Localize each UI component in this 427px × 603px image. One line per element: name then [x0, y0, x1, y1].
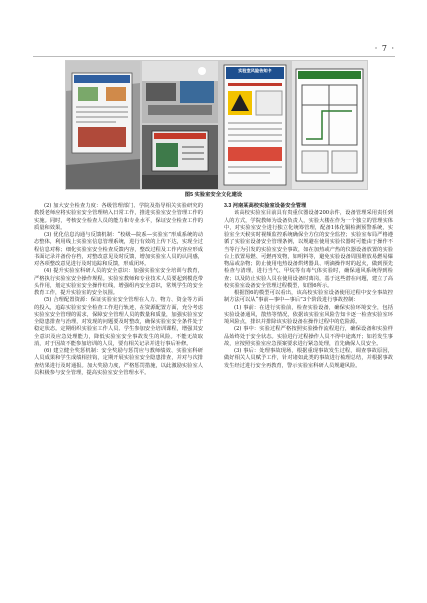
photo-evacuation-board	[291, 60, 368, 190]
paragraph: (5) 合理配置资源：保证实验室安全管理在人力、物力、资金等方面的投入，追踪实验室安全检查工作进行轨迹，在资源配置方面，充分考虑实验室安全管理的需求，保障安全管理人员的数量和质量，加强实验室安全隐患排查与治理，对发现的问题要及时整改，确保实验室安全条件处于稳定状态。定期组织实验室工作人员、学生参加安全培训课程，增强其安全意识及应急处理能力，降低实验室安全事故发生的风险。不能无故取消，对于因故不能参加培训的人员，要有相关记录并进行事后补修。	[34, 297, 203, 347]
lab-poster-illustration	[142, 125, 218, 189]
paragraph: 该高校实验室目前具有贵重仪器设备200余件，设备管理采用责任到人的方式，学院教师为设备负责人，实验大楼在作为一个独立的管理实体中，对实验室安全进行独立化统筹管理，配备1体化铜检测预警系统，实验室全天候实时视频监控系统确保全方位的安全监控；实验室布局严格遵循了实验室设备安全管理条例，以规避在使用实验仪器时可能由于操作不当等行为引发的实验室安全事故，如在加热或产热的仪器设备放置的实验台上放置易燃、可燃再发物，如明料等，避免实验设备周围堆放易燃易爆物品或杂物；防止使用电热设备烘烤器具、明滴操作时的起火，做到预先检查与清理，进行当气、甲烷等有毒气体实验时，确保通风系统得到检查；以及防止实验人员在使用设备时离岗，基于这些潜在问题，建立了高校实验室设备安全管理过程模型，如图6所示。	[224, 210, 393, 289]
paragraph: 根据图6的模型可以看出，该高校实验室设备使用过程中安全事故控制方法可以从“事前—事中—事后”3个阶段进行事故控制：	[224, 290, 393, 304]
figure-5-photos	[65, 60, 366, 188]
paragraph: (6) 建立健全奖惩机制：安全奖励与惩罚应与教师绩效、实验室科研人员成果和学生成绩相挂钩，定期开展实验室安全隐患排查，并对与次排查结果进行及时通报。加大奖励力度，严格惩罚措施，以此激励实验室人员积极参与安全管理，提高实验室安全管理水平。	[34, 348, 203, 376]
corridor-illustration	[66, 61, 140, 189]
evacuation-board-illustration	[292, 61, 367, 189]
header-rule	[33, 56, 395, 57]
paragraph: (4) 提升实验室科研人员的安全意识：加强实验室安全培训与教育，严格执行实验室安全操作规程。实验室教师和专业技术人员要起到模范带头作用，划定实验室安全操作红线，增强组内安全意识，常规学生的安全教育工作，提升实验室的安全氛围。	[34, 268, 203, 296]
left-column	[34, 203, 203, 377]
paragraph: (2) 加大安全检查力度：各级管理部门、学院及指导相关实验研究的教授老师应将实验室安全管理纳入日常工作，推进实验室安全管理工作的实施。同时，考核安全检查人员的能力和专业水平，保证安全检查工作的质量和效果。	[34, 203, 203, 231]
photo-corridor-board	[65, 60, 141, 190]
paragraph: (1) 事前：在进行实验前，检查实验设备，确保实验环境安全，包括实验设备通风，散热等情况，依据该实验室风险告知卡逐一检查实验室环境风险点，排识并排除该实验设备在操作过程中的危险源。	[224, 304, 393, 325]
paragraph: (2) 事中：实验过程严格按照实验操作流程进行，确保设备和实验样品始终处于安全状态。实验进行过程操作人员不得中途离开；如若发生事故，应按照实验室应急预案要求进行紧急处理，首先确保人员安全。	[224, 326, 393, 347]
lab-room-illustration	[142, 61, 218, 123]
photo-lab-poster	[141, 124, 219, 190]
risk-card-title: 实验室风险告知卡	[238, 68, 272, 73]
page-number: · 7 ·	[374, 44, 395, 53]
risk-card-illustration	[220, 61, 290, 189]
figure-caption: 图5 实验室安全文化建设	[184, 192, 243, 198]
paragraph: (3) 优化信息沟通与反馈机制：“校级—院系—实验室”形成系统的动态整体，利用线上实验室信息管理系统，进行有效的上传下达，实现全过程信息对称；细化实验室安全检查反馈内容，整改过程及工作内容应形成书面记录并备份存档，对整改意见及时反馈，增加实验室人员的认同感，对各项整改意见进行及时追踪和反馈，形成闭环。	[34, 232, 203, 267]
paragraph: (3) 事后：处理事故现场，根据重现事故发生过程，调查事故原因，做好相关人员赋予工作，针对诸如此类的事故进行梳理总结，并根据事故发生经过进行安全再教育，警示实验室科研人员规避风险。	[224, 348, 393, 369]
right-column	[224, 203, 393, 370]
photo-risk-card	[219, 60, 291, 190]
section-heading: 3.3 河南某高校实验室设备安全管理	[224, 203, 307, 209]
photo-lab-room	[141, 60, 219, 124]
